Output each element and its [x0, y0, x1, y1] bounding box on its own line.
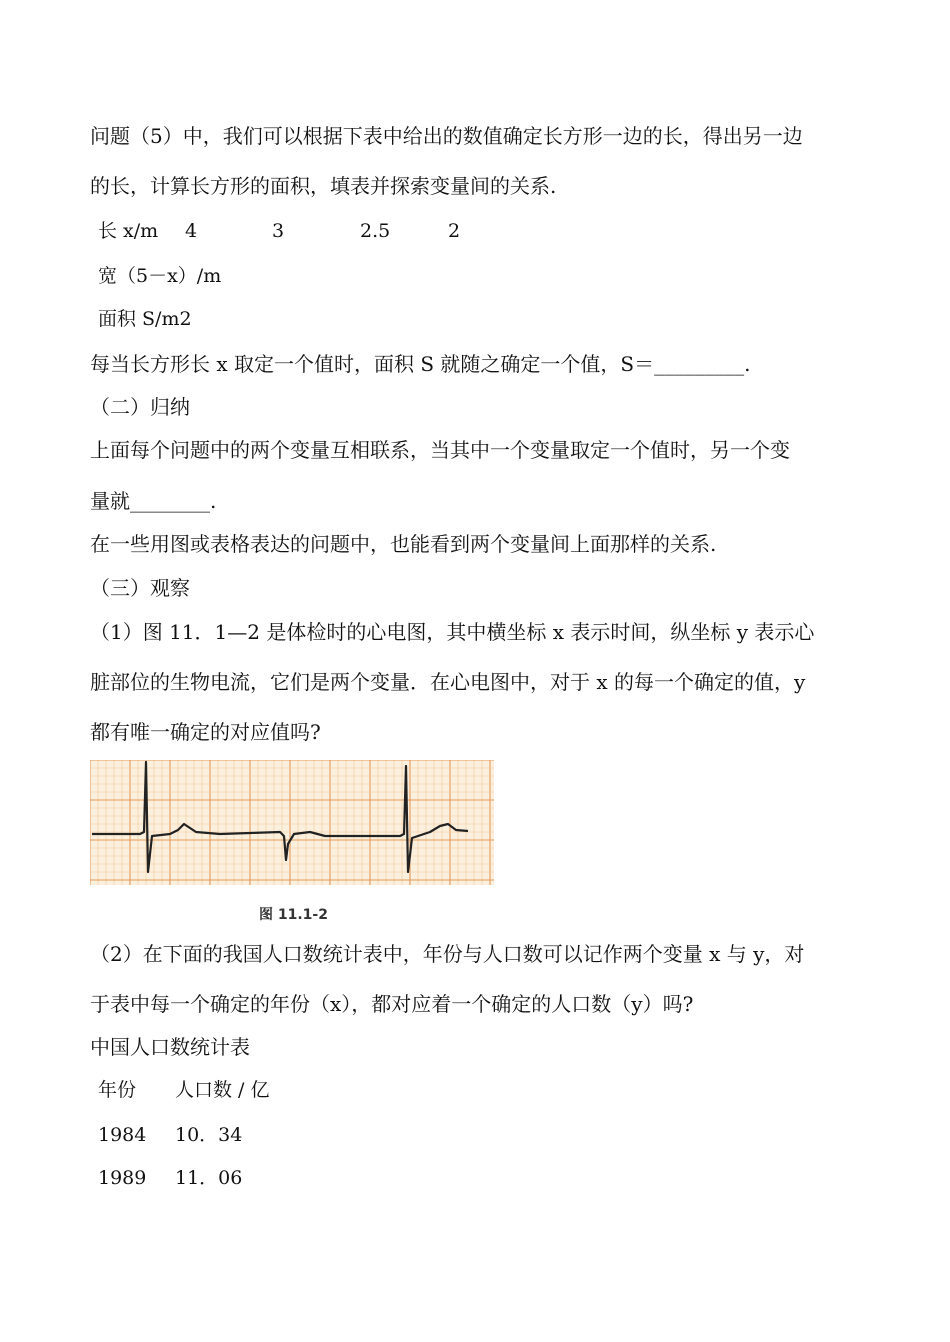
paragraph-line: 于表中每一个确定的年份（x），都对应着一个确定的人口数（y）吗? — [90, 992, 694, 1016]
section-heading: （三）观察 — [90, 576, 190, 600]
paragraph-line: 都有唯一确定的对应值吗? — [90, 720, 321, 744]
paragraph-line: 上面每个问题中的两个变量互相联系，当其中一个变量取定一个值时，另一个变 — [90, 438, 790, 462]
table-cell-population: 11．06 — [175, 1167, 243, 1189]
table-cell-population: 10．34 — [175, 1124, 243, 1146]
ecg-figure — [90, 760, 494, 885]
paragraph-line: （2）在下面的我国人口数统计表中，年份与人口数可以记作两个变量 x 与 y，对 — [90, 942, 805, 966]
length-value: 3 — [272, 220, 285, 242]
figure-caption: 图 11.1-2 — [259, 907, 328, 923]
length-value: 4 — [185, 220, 198, 242]
paragraph-line: 量就________. — [90, 489, 217, 513]
length-row-label: 长 x/m — [98, 220, 159, 242]
ecg-paper — [90, 760, 494, 885]
paragraph-line: 在一些用图或表格表达的问题中，也能看到两个变量间上面那样的关系. — [90, 532, 717, 556]
section-heading: （二）归纳 — [90, 395, 190, 419]
table-header-year: 年份 — [98, 1079, 137, 1101]
table-header-population: 人口数 / 亿 — [175, 1079, 270, 1101]
area-row-label: 面积 S/m2 — [98, 308, 192, 330]
paragraph-line: 的长，计算长方形的面积，填表并探索变量间的关系. — [90, 174, 557, 198]
paragraph-line: （1）图 11．1—2 是体检时的心电图，其中横坐标 x 表示时间，纵坐标 y 表示心 — [90, 620, 815, 644]
paragraph-line: 脏部位的生物电流，它们是两个变量．在心电图中，对于 x 的每一个确定的值，y — [90, 670, 806, 694]
table-cell-year: 1984 — [98, 1124, 147, 1146]
length-value: 2.5 — [360, 220, 391, 242]
paragraph-line: 问题（5）中，我们可以根据下表中给出的数值确定长方形一边的长，得出另一边 — [90, 124, 803, 148]
table-cell-year: 1989 — [98, 1167, 147, 1189]
length-value: 2 — [448, 220, 461, 242]
width-row-label: 宽（5－x）/m — [98, 265, 222, 287]
population-table-title: 中国人口数统计表 — [90, 1035, 250, 1059]
paragraph-line: 每当长方形长 x 取定一个值时，面积 S 就随之确定一个值，S＝_________. — [90, 352, 751, 376]
